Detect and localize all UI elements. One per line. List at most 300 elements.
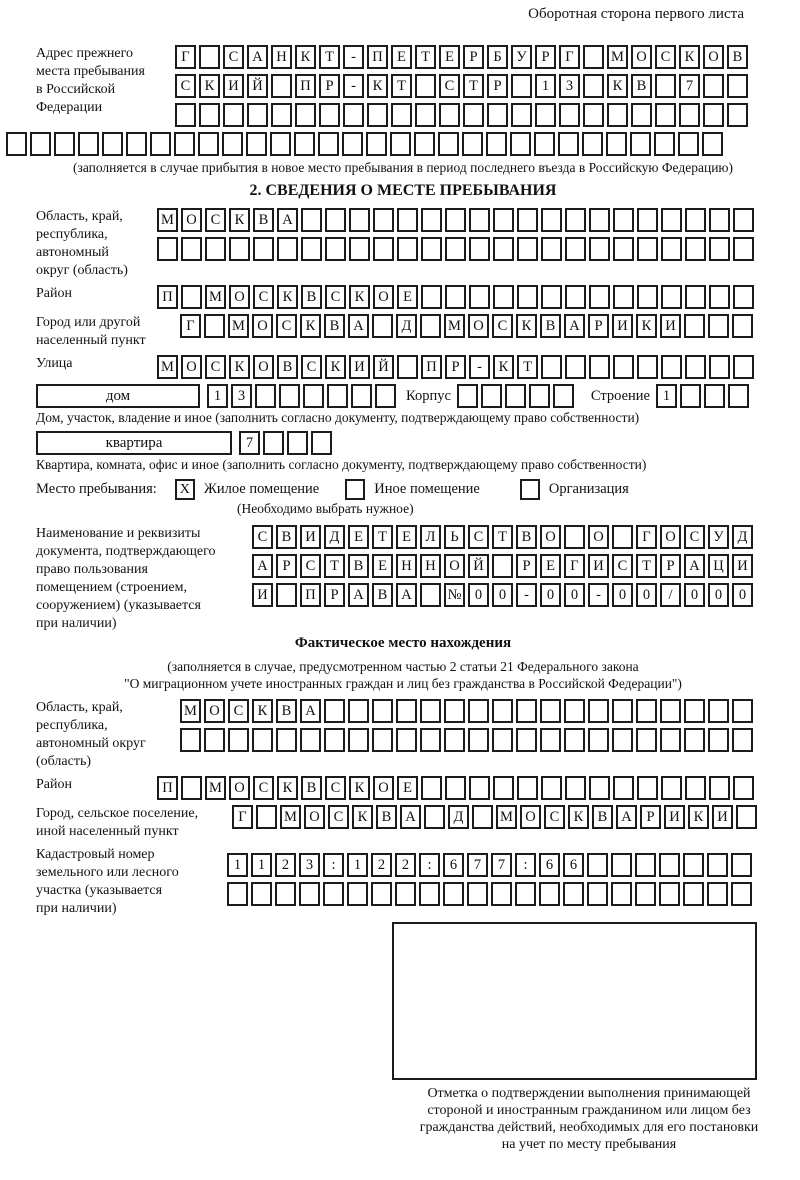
char-cell[interactable]: Р: [445, 355, 466, 379]
char-cell[interactable]: [732, 314, 753, 338]
char-cell[interactable]: [709, 208, 730, 232]
char-cell[interactable]: [420, 314, 441, 338]
char-cell[interactable]: [559, 103, 580, 127]
char-cell[interactable]: [558, 132, 579, 156]
char-cell[interactable]: [301, 237, 322, 261]
char-cell[interactable]: [541, 776, 562, 800]
char-cell[interactable]: [223, 103, 244, 127]
char-cell[interactable]: [565, 237, 586, 261]
char-cell[interactable]: [541, 285, 562, 309]
char-cell[interactable]: [487, 103, 508, 127]
char-cell[interactable]: :: [419, 853, 440, 877]
char-cell[interactable]: [421, 208, 442, 232]
char-cell[interactable]: [637, 237, 658, 261]
char-cell[interactable]: 7: [679, 74, 700, 98]
char-cell[interactable]: [415, 103, 436, 127]
char-cell[interactable]: И: [223, 74, 244, 98]
char-cell[interactable]: [731, 853, 752, 877]
char-cell[interactable]: [395, 882, 416, 906]
char-cell[interactable]: С: [228, 699, 249, 723]
char-cell[interactable]: [445, 285, 466, 309]
char-cell[interactable]: М: [280, 805, 301, 829]
char-cell[interactable]: [415, 74, 436, 98]
char-cell[interactable]: [565, 776, 586, 800]
char-cell[interactable]: [540, 728, 561, 752]
char-cell[interactable]: Т: [517, 355, 538, 379]
char-cell[interactable]: Е: [348, 525, 369, 549]
char-cell[interactable]: Г: [180, 314, 201, 338]
char-cell[interactable]: [636, 728, 657, 752]
char-cell[interactable]: [469, 208, 490, 232]
char-cell[interactable]: [553, 384, 574, 408]
char-cell[interactable]: [659, 853, 680, 877]
char-cell[interactable]: [421, 285, 442, 309]
char-cell[interactable]: [301, 208, 322, 232]
char-cell[interactable]: [582, 132, 603, 156]
char-cell[interactable]: П: [300, 583, 321, 607]
char-cell[interactable]: [612, 728, 633, 752]
char-cell[interactable]: [515, 882, 536, 906]
char-cell[interactable]: В: [348, 554, 369, 578]
char-cell[interactable]: [174, 132, 195, 156]
char-cell[interactable]: [613, 776, 634, 800]
char-cell[interactable]: [732, 728, 753, 752]
char-cell[interactable]: А: [564, 314, 585, 338]
char-cell[interactable]: [294, 132, 315, 156]
char-cell[interactable]: Д: [732, 525, 753, 549]
char-cell[interactable]: 0: [540, 583, 561, 607]
char-cell[interactable]: [733, 285, 754, 309]
char-cell[interactable]: Е: [439, 45, 460, 69]
char-cell[interactable]: [78, 132, 99, 156]
char-cell[interactable]: [421, 776, 442, 800]
char-cell[interactable]: [397, 237, 418, 261]
char-cell[interactable]: [613, 237, 634, 261]
char-cell[interactable]: С: [276, 314, 297, 338]
char-cell[interactable]: [517, 285, 538, 309]
char-cell[interactable]: №: [444, 583, 465, 607]
char-cell[interactable]: :: [515, 853, 536, 877]
char-cell[interactable]: -: [469, 355, 490, 379]
char-cell[interactable]: [709, 355, 730, 379]
char-cell[interactable]: [732, 699, 753, 723]
char-cell[interactable]: У: [511, 45, 532, 69]
char-cell[interactable]: [327, 384, 348, 408]
char-cell[interactable]: Й: [247, 74, 268, 98]
char-cell[interactable]: 1: [251, 853, 272, 877]
char-cell[interactable]: [539, 882, 560, 906]
char-cell[interactable]: [635, 853, 656, 877]
char-cell[interactable]: П: [421, 355, 442, 379]
char-cell[interactable]: Б: [487, 45, 508, 69]
char-cell[interactable]: С: [300, 554, 321, 578]
char-cell[interactable]: [630, 132, 651, 156]
char-cell[interactable]: Р: [276, 554, 297, 578]
char-cell[interactable]: [373, 208, 394, 232]
char-cell[interactable]: О: [703, 45, 724, 69]
char-cell[interactable]: [181, 285, 202, 309]
char-cell[interactable]: [472, 805, 493, 829]
char-cell[interactable]: А: [300, 699, 321, 723]
char-cell[interactable]: К: [252, 699, 273, 723]
char-cell[interactable]: [492, 554, 513, 578]
char-cell[interactable]: О: [520, 805, 541, 829]
char-cell[interactable]: [367, 103, 388, 127]
char-cell[interactable]: О: [468, 314, 489, 338]
char-cell[interactable]: Е: [397, 285, 418, 309]
char-cell[interactable]: 0: [492, 583, 513, 607]
char-cell[interactable]: 1: [535, 74, 556, 98]
char-cell[interactable]: [493, 285, 514, 309]
char-cell[interactable]: [505, 384, 526, 408]
char-cell[interactable]: [565, 355, 586, 379]
char-cell[interactable]: [607, 103, 628, 127]
char-cell[interactable]: К: [229, 208, 250, 232]
char-cell[interactable]: [397, 208, 418, 232]
char-cell[interactable]: [227, 882, 248, 906]
char-cell[interactable]: [54, 132, 75, 156]
char-cell[interactable]: 1: [347, 853, 368, 877]
char-cell[interactable]: [349, 208, 370, 232]
char-cell[interactable]: [372, 699, 393, 723]
char-cell[interactable]: [493, 208, 514, 232]
char-cell[interactable]: [511, 74, 532, 98]
char-cell[interactable]: К: [516, 314, 537, 338]
char-cell[interactable]: [325, 208, 346, 232]
char-cell[interactable]: [709, 237, 730, 261]
char-cell[interactable]: [252, 728, 273, 752]
char-cell[interactable]: Д: [448, 805, 469, 829]
char-cell[interactable]: О: [444, 554, 465, 578]
char-cell[interactable]: [529, 384, 550, 408]
char-cell[interactable]: [589, 208, 610, 232]
char-cell[interactable]: Т: [463, 74, 484, 98]
char-cell[interactable]: [583, 103, 604, 127]
char-cell[interactable]: 6: [539, 853, 560, 877]
char-cell[interactable]: [181, 237, 202, 261]
char-cell[interactable]: В: [324, 314, 345, 338]
char-cell[interactable]: [270, 132, 291, 156]
char-cell[interactable]: С: [253, 776, 274, 800]
char-cell[interactable]: Р: [463, 45, 484, 69]
char-cell[interactable]: [708, 728, 729, 752]
char-cell[interactable]: [246, 132, 267, 156]
char-cell[interactable]: [205, 237, 226, 261]
char-cell[interactable]: [222, 132, 243, 156]
char-cell[interactable]: [703, 103, 724, 127]
char-cell[interactable]: [707, 853, 728, 877]
char-cell[interactable]: [263, 431, 284, 455]
char-cell[interactable]: /: [660, 583, 681, 607]
char-cell[interactable]: В: [301, 776, 322, 800]
char-cell[interactable]: [660, 699, 681, 723]
char-cell[interactable]: [445, 208, 466, 232]
char-cell[interactable]: [325, 237, 346, 261]
char-cell[interactable]: А: [616, 805, 637, 829]
char-cell[interactable]: [612, 699, 633, 723]
char-cell[interactable]: А: [684, 554, 705, 578]
char-cell[interactable]: [589, 237, 610, 261]
char-cell[interactable]: [276, 728, 297, 752]
char-cell[interactable]: [613, 285, 634, 309]
char-cell[interactable]: [299, 882, 320, 906]
char-cell[interactable]: [491, 882, 512, 906]
char-cell[interactable]: Т: [391, 74, 412, 98]
char-cell[interactable]: [366, 132, 387, 156]
char-cell[interactable]: Т: [324, 554, 345, 578]
char-cell[interactable]: В: [372, 583, 393, 607]
char-cell[interactable]: [684, 314, 705, 338]
char-cell[interactable]: [6, 132, 27, 156]
char-cell[interactable]: [253, 237, 274, 261]
char-cell[interactable]: [295, 103, 316, 127]
char-cell[interactable]: И: [664, 805, 685, 829]
char-cell[interactable]: [319, 103, 340, 127]
char-cell[interactable]: Г: [175, 45, 196, 69]
char-cell[interactable]: [372, 314, 393, 338]
char-cell[interactable]: [469, 285, 490, 309]
char-cell[interactable]: [661, 208, 682, 232]
char-cell[interactable]: [564, 699, 585, 723]
char-cell[interactable]: [685, 776, 706, 800]
char-cell[interactable]: [564, 525, 585, 549]
char-cell[interactable]: 6: [563, 853, 584, 877]
char-cell[interactable]: М: [157, 355, 178, 379]
char-cell[interactable]: А: [252, 554, 273, 578]
char-cell[interactable]: К: [568, 805, 589, 829]
char-cell[interactable]: [348, 699, 369, 723]
char-cell[interactable]: К: [325, 355, 346, 379]
char-cell[interactable]: [683, 882, 704, 906]
char-cell[interactable]: М: [496, 805, 517, 829]
char-cell[interactable]: [685, 285, 706, 309]
char-cell[interactable]: [303, 384, 324, 408]
char-cell[interactable]: :: [323, 853, 344, 877]
char-cell[interactable]: [493, 237, 514, 261]
char-cell[interactable]: К: [300, 314, 321, 338]
char-cell[interactable]: К: [349, 285, 370, 309]
char-cell[interactable]: В: [631, 74, 652, 98]
char-cell[interactable]: О: [181, 355, 202, 379]
char-cell[interactable]: [150, 132, 171, 156]
char-cell[interactable]: 0: [612, 583, 633, 607]
char-cell[interactable]: [733, 237, 754, 261]
char-cell[interactable]: [492, 699, 513, 723]
char-cell[interactable]: 0: [636, 583, 657, 607]
char-cell[interactable]: [323, 882, 344, 906]
char-cell[interactable]: [583, 74, 604, 98]
char-cell[interactable]: В: [592, 805, 613, 829]
char-cell[interactable]: Г: [559, 45, 580, 69]
char-cell[interactable]: [373, 237, 394, 261]
char-cell[interactable]: С: [253, 285, 274, 309]
char-cell[interactable]: К: [688, 805, 709, 829]
char-cell[interactable]: [375, 384, 396, 408]
char-cell[interactable]: 2: [371, 853, 392, 877]
char-cell[interactable]: [731, 882, 752, 906]
char-cell[interactable]: [655, 74, 676, 98]
char-cell[interactable]: Р: [516, 554, 537, 578]
char-cell[interactable]: К: [493, 355, 514, 379]
char-cell[interactable]: 7: [467, 853, 488, 877]
char-cell[interactable]: [587, 853, 608, 877]
char-cell[interactable]: [311, 431, 332, 455]
char-cell[interactable]: [342, 132, 363, 156]
char-cell[interactable]: [535, 103, 556, 127]
char-cell[interactable]: [727, 74, 748, 98]
char-cell[interactable]: [420, 583, 441, 607]
char-cell[interactable]: [445, 776, 466, 800]
char-cell[interactable]: [679, 103, 700, 127]
char-cell[interactable]: [443, 882, 464, 906]
char-cell[interactable]: [702, 132, 723, 156]
char-cell[interactable]: О: [660, 525, 681, 549]
char-cell[interactable]: Р: [588, 314, 609, 338]
char-cell[interactable]: [680, 384, 701, 408]
char-cell[interactable]: И: [712, 805, 733, 829]
char-cell[interactable]: [588, 699, 609, 723]
char-cell[interactable]: М: [228, 314, 249, 338]
char-cell[interactable]: -: [343, 45, 364, 69]
char-cell[interactable]: С: [612, 554, 633, 578]
char-cell[interactable]: [588, 728, 609, 752]
char-cell[interactable]: [318, 132, 339, 156]
char-cell[interactable]: О: [252, 314, 273, 338]
char-cell[interactable]: [661, 285, 682, 309]
char-cell[interactable]: С: [328, 805, 349, 829]
char-cell[interactable]: [589, 776, 610, 800]
char-cell[interactable]: И: [732, 554, 753, 578]
char-cell[interactable]: О: [373, 285, 394, 309]
char-cell[interactable]: Д: [396, 314, 417, 338]
char-cell[interactable]: 0: [564, 583, 585, 607]
char-cell[interactable]: 1: [207, 384, 228, 408]
other-premises-checkbox[interactable]: [345, 479, 365, 500]
char-cell[interactable]: [541, 355, 562, 379]
char-cell[interactable]: С: [544, 805, 565, 829]
char-cell[interactable]: [351, 384, 372, 408]
char-cell[interactable]: [540, 699, 561, 723]
char-cell[interactable]: Г: [564, 554, 585, 578]
char-cell[interactable]: У: [708, 525, 729, 549]
char-cell[interactable]: 0: [708, 583, 729, 607]
char-cell[interactable]: 7: [239, 431, 260, 455]
char-cell[interactable]: Р: [535, 45, 556, 69]
char-cell[interactable]: -: [343, 74, 364, 98]
char-cell[interactable]: К: [349, 776, 370, 800]
char-cell[interactable]: П: [367, 45, 388, 69]
char-cell[interactable]: Р: [324, 583, 345, 607]
char-cell[interactable]: [493, 776, 514, 800]
char-cell[interactable]: [611, 882, 632, 906]
char-cell[interactable]: 1: [227, 853, 248, 877]
char-cell[interactable]: [467, 882, 488, 906]
char-cell[interactable]: [424, 805, 445, 829]
char-cell[interactable]: М: [607, 45, 628, 69]
char-cell[interactable]: К: [277, 776, 298, 800]
char-cell[interactable]: [685, 355, 706, 379]
char-cell[interactable]: [444, 728, 465, 752]
char-cell[interactable]: [659, 882, 680, 906]
char-cell[interactable]: [678, 132, 699, 156]
char-cell[interactable]: Е: [391, 45, 412, 69]
char-cell[interactable]: [708, 314, 729, 338]
char-cell[interactable]: Н: [271, 45, 292, 69]
char-cell[interactable]: [611, 853, 632, 877]
char-cell[interactable]: [727, 103, 748, 127]
char-cell[interactable]: [733, 776, 754, 800]
char-cell[interactable]: [390, 132, 411, 156]
char-cell[interactable]: [486, 132, 507, 156]
char-cell[interactable]: [636, 699, 657, 723]
char-cell[interactable]: И: [612, 314, 633, 338]
char-cell[interactable]: С: [439, 74, 460, 98]
char-cell[interactable]: [198, 132, 219, 156]
char-cell[interactable]: М: [157, 208, 178, 232]
char-cell[interactable]: [247, 103, 268, 127]
char-cell[interactable]: В: [376, 805, 397, 829]
char-cell[interactable]: [397, 355, 418, 379]
char-cell[interactable]: [583, 45, 604, 69]
char-cell[interactable]: М: [444, 314, 465, 338]
char-cell[interactable]: Е: [540, 554, 561, 578]
char-cell[interactable]: А: [396, 583, 417, 607]
char-cell[interactable]: [229, 237, 250, 261]
char-cell[interactable]: [684, 699, 705, 723]
char-cell[interactable]: [517, 776, 538, 800]
char-cell[interactable]: [685, 208, 706, 232]
char-cell[interactable]: [565, 285, 586, 309]
char-cell[interactable]: [736, 805, 757, 829]
char-cell[interactable]: [30, 132, 51, 156]
char-cell[interactable]: [708, 699, 729, 723]
char-cell[interactable]: [564, 728, 585, 752]
char-cell[interactable]: [469, 776, 490, 800]
char-cell[interactable]: [541, 237, 562, 261]
char-cell[interactable]: С: [301, 355, 322, 379]
char-cell[interactable]: [516, 728, 537, 752]
char-cell[interactable]: [348, 728, 369, 752]
char-cell[interactable]: [271, 103, 292, 127]
char-cell[interactable]: [728, 384, 749, 408]
char-cell[interactable]: Й: [468, 554, 489, 578]
char-cell[interactable]: [421, 237, 442, 261]
char-cell[interactable]: [157, 237, 178, 261]
char-cell[interactable]: [517, 208, 538, 232]
char-cell[interactable]: И: [300, 525, 321, 549]
char-cell[interactable]: [654, 132, 675, 156]
char-cell[interactable]: [462, 132, 483, 156]
char-cell[interactable]: 0: [684, 583, 705, 607]
char-cell[interactable]: Р: [319, 74, 340, 98]
char-cell[interactable]: Т: [492, 525, 513, 549]
char-cell[interactable]: П: [157, 285, 178, 309]
char-cell[interactable]: [175, 103, 196, 127]
char-cell[interactable]: [469, 237, 490, 261]
char-cell[interactable]: [396, 699, 417, 723]
char-cell[interactable]: [563, 882, 584, 906]
char-cell[interactable]: [256, 805, 277, 829]
char-cell[interactable]: [343, 103, 364, 127]
char-cell[interactable]: С: [175, 74, 196, 98]
char-cell[interactable]: Ь: [444, 525, 465, 549]
char-cell[interactable]: Й: [373, 355, 394, 379]
char-cell[interactable]: А: [277, 208, 298, 232]
char-cell[interactable]: [517, 237, 538, 261]
char-cell[interactable]: [457, 384, 478, 408]
char-cell[interactable]: [707, 882, 728, 906]
char-cell[interactable]: [703, 74, 724, 98]
